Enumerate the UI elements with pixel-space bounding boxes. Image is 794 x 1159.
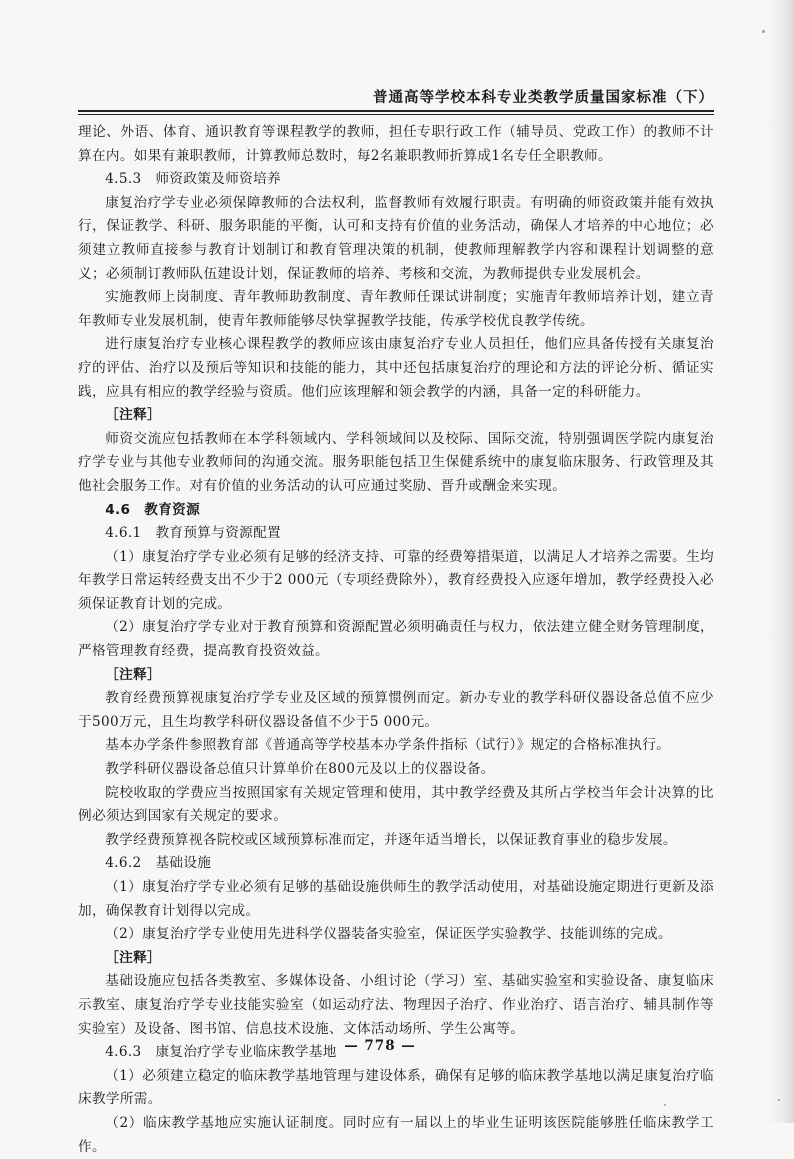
section-heading: 4.6.2 基础设施 bbox=[105, 855, 212, 872]
paragraph: （2）康复治疗学专业使用先进科学仪器装备实验室，保证医学实验教学、技能训练的完成。 bbox=[105, 926, 672, 943]
note-label: ［注释］ bbox=[105, 949, 161, 966]
paragraph: （1）必须建立稳定的临床教学基地管理与建设体系，确保有足够的临床教学基地以满足康复治疗临床教学所需。 bbox=[78, 1067, 714, 1108]
paragraph: 康复治疗学专业必须保障教师的合法权利，监督教师有效履行职责。有明确的师资政策并能有效执行，保证教学、科研、服务职能的平衡，认可和支持有价值的业务活动，确保人才培养的中心地位；必须建立教师直接参与教育计划制订和教育管理决策的机制，使教师理解教学内容和课程计划调整的意义；必须制订教师队伍建设计划，保证教师的培养、考核和交流，为教师提供专业发展机会。 bbox=[78, 194, 714, 282]
page-body bbox=[78, 121, 714, 1159]
paragraph: 理论、外语、体育、通识教育等课程教学的教师，担任专职行政工作（辅导员、党政工作）的教师不计算在内。如果有兼职教师，计算教师总数时，每2名兼职教师折算成1名专任全职教师。 bbox=[78, 124, 714, 164]
running-header: 普通高等学校本科专业类教学质量国家标准（下） bbox=[373, 89, 714, 106]
page-edge-shadow bbox=[764, 0, 794, 1123]
paragraph: 教学科研仪器设备总值只计算单价在800元及以上的仪器设备。 bbox=[105, 761, 495, 778]
paragraph: 院校收取的学费应当按照国家有关规定管理和使用，其中教学经费及其所占学校当年会计决算的比例必须达到国家有关规定的要求。 bbox=[78, 784, 714, 825]
page-number: — 778 — bbox=[344, 1038, 416, 1054]
paragraph: （1）康复治疗学专业必须有足够的经济支持、可靠的经费筹措渠道，以满足人才培养之需要。生均年教学日常运转经费支出不少于2 000元（专项经费除外），教育经费投入应逐年增加，教学经费投入必须保证教育计划的完成。 bbox=[78, 548, 714, 612]
scan-speckle bbox=[762, 30, 765, 33]
paragraph: 基本办学条件参照教育部《普通高等学校基本办学条件指标（试行）》规定的合格标准执行。 bbox=[105, 737, 671, 754]
paragraph: 实施教师上岗制度、青年教师助教制度、青年教师任课试讲制度；实施青年教师培养计划，建立青年教师专业发展机制，使青年教师能够尽快掌握教学技能，传承学校优良教学传统。 bbox=[78, 289, 714, 329]
header-rule bbox=[78, 114, 714, 115]
paragraph: （2）康复治疗学专业对于教育预算和资源配置必须明确责任与权力，依法建立健全财务管理制度，严格管理教育经费，提高教育投资效益。 bbox=[78, 619, 714, 660]
paragraph: （2）临床教学基地应实施认证制度。同时应有一届以上的毕业生证明该医院能够胜任临床教学工作。 bbox=[78, 1114, 714, 1155]
paragraph: 基础设施应包括各类教室、多媒体设备、小组讨论（学习）室、基础实验室和实验设备、康复临床示教室、康复治疗学专业技能实验室（如运动疗法、物理因子治疗、作业治疗、语言治疗、辅具制作等实验室）及设备、图书馆、信息技术设施、文体活动场所、学生公寓等。 bbox=[78, 973, 714, 1037]
paragraph: 师资交流应包括教师在本学科领域内、学科领域间以及校际、国际交流，特别强调医学院内康复治疗学专业与其他专业教师间的沟通交流。服务职能包括卫生保健系统中的康复临床服务、行政管理及其他社会服务工作。对有价值的业务活动的认可应通过奖励、晋升或酬金来实现。 bbox=[78, 430, 714, 494]
section-heading: 4.6 教育资源 bbox=[105, 501, 201, 518]
paragraph: （1）康复治疗学专业必须有足够的基础设施供师生的教学活动使用，对基础设施定期进行更新及添加，确保教育计划得以完成。 bbox=[78, 879, 714, 919]
section-heading: 4.5.3 师资政策及师资培养 bbox=[105, 171, 281, 188]
paragraph: 教学经费预算视各院校或区域预算标准而定，并逐年适当增长，以保证教育事业的稳步发展。 bbox=[105, 831, 677, 848]
scan-speckle bbox=[778, 1099, 780, 1101]
header-rule bbox=[78, 110, 714, 112]
section-heading: 4.6.3 康复治疗学专业临床教学基地 bbox=[105, 1044, 337, 1061]
note-label: ［注释］ bbox=[105, 407, 161, 424]
note-label: ［注释］ bbox=[105, 666, 161, 683]
paragraph: 教育经费预算视康复治疗学专业及区域的预算惯例而定。新办专业的教学科研仪器设备总值不应少于500万元，且生均教学科研仪器设备值不少于5 000元。 bbox=[78, 690, 714, 730]
paragraph: 进行康复治疗专业核心课程教学的教师应该由康复治疗专业人员担任，他们应具备传授有关康复治疗的评估、治疗以及预后等知识和技能的能力，其中还包括康复治疗的理论和方法的评论分析、循证实践，应具有相应的教学经验与资质。他们应该理解和领会教学的内涵，具备一定的科研能力。 bbox=[78, 336, 714, 400]
section-heading: 4.6.1 教育预算与资源配置 bbox=[105, 525, 281, 542]
